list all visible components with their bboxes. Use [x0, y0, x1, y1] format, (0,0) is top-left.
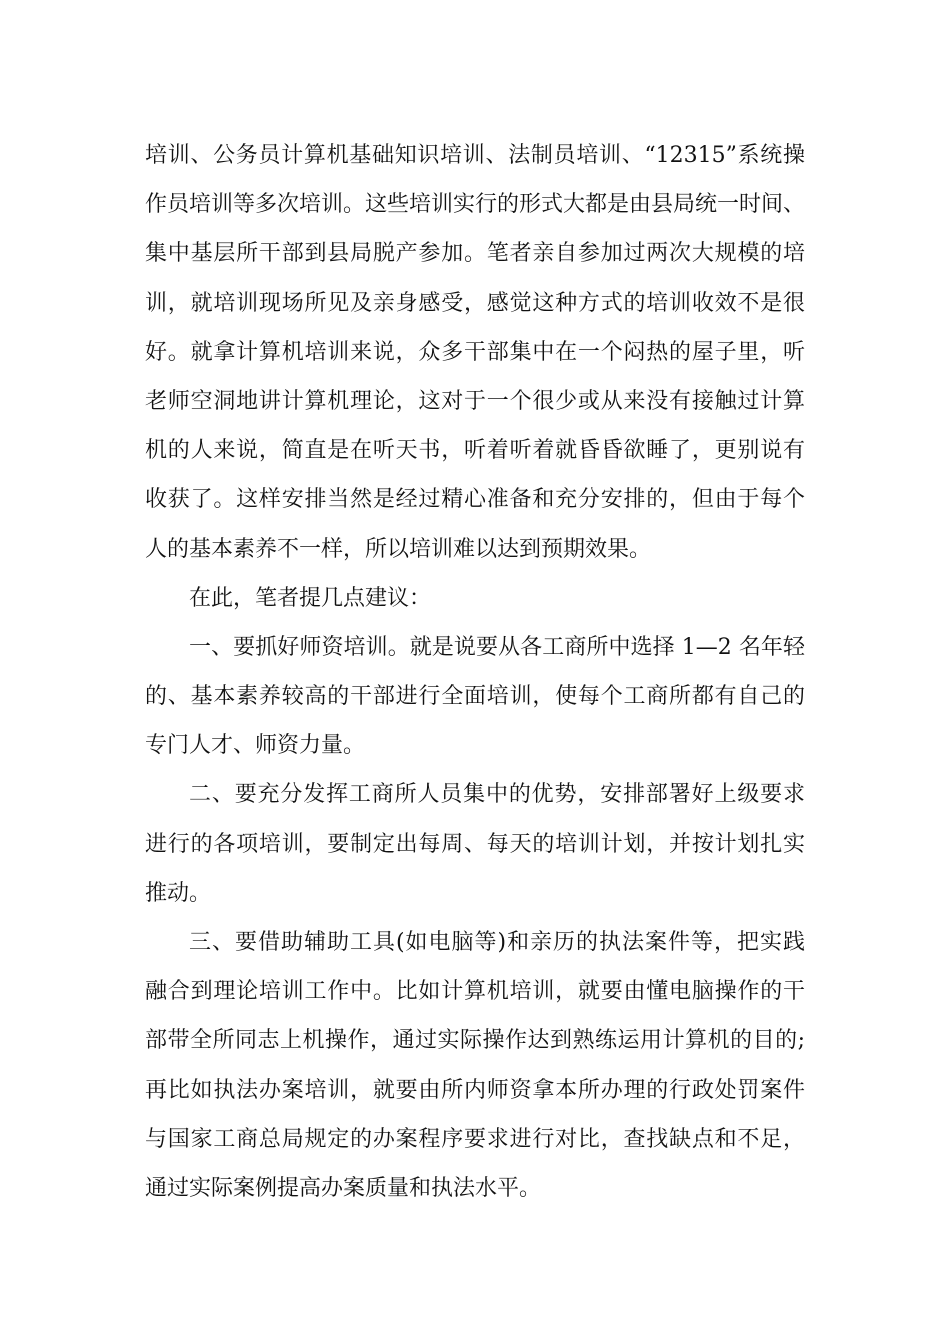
suggestion-two-line: 二、要充分发挥工商所人员集中的优势，安排部署好上级要求 — [189, 782, 805, 808]
document-body — [145, 131, 805, 1213]
text-line: 收获了。这样安排当然是经过精心准备和充分安排的，但由于每个 — [145, 487, 805, 513]
text-line: 的、基本素养较高的干部进行全面培训，使每个工商所都有自己的 — [145, 684, 805, 710]
text-line: 人的基本素养不一样，所以培训难以达到预期效果。 — [145, 536, 652, 562]
text-line: 进行的各项培训，要制定出每周、每天的培训计划，并按计划扎实 — [145, 831, 805, 857]
text-line: 好。就拿计算机培训来说，众多干部集中在一个闷热的屋子里，听 — [145, 339, 805, 365]
text-line: 训，就培训现场所见及亲身感受，感觉这种方式的培训收效不是很 — [145, 290, 805, 316]
text-line: 作员培训等多次培训。这些培训实行的形式大都是由县局统一时间、 — [145, 192, 806, 218]
suggestion-one-line: 一、要抓好师资培训。就是说要从各工商所中选择 1—2 名年轻 — [189, 634, 805, 660]
text-line: 通过实际案例提高办案质量和执法水平。 — [145, 1175, 542, 1201]
text-line: 培训、公务员计算机基础知识培训、法制员培训、“12315”系统操 — [145, 143, 805, 168]
text-line: 老师空洞地讲计算机理论，这对于一个很少或从来没有接触过计算 — [145, 388, 805, 414]
paragraph-intro-line: 在此，笔者提几点建议： — [189, 585, 432, 611]
text-line: 与国家工商总局规定的办案程序要求进行对比，查找缺点和不足， — [145, 1126, 805, 1152]
text-line: 专门人才、师资力量。 — [145, 733, 366, 759]
text-line: 再比如执法办案培训，就要由所内师资拿本所办理的行政处罚案件 — [145, 1077, 805, 1103]
suggestion-three-line: 三、要借助辅助工具(如电脑等)和亲历的执法案件等，把实践 — [189, 930, 805, 955]
text-line: 机的人来说，简直是在听天书，听着听着就昏昏欲睡了，更别说有 — [145, 438, 805, 464]
text-line: 推动。 — [145, 880, 212, 906]
text-line: 集中基层所干部到县局脱产参加。笔者亲自参加过两次大规模的培 — [145, 241, 805, 267]
text-line: 部带全所同志上机操作，通过实际操作达到熟练运用计算机的目的; — [145, 1028, 805, 1054]
text-line: 融合到理论培训工作中。比如计算机培训，就要由懂电脑操作的干 — [145, 979, 805, 1005]
